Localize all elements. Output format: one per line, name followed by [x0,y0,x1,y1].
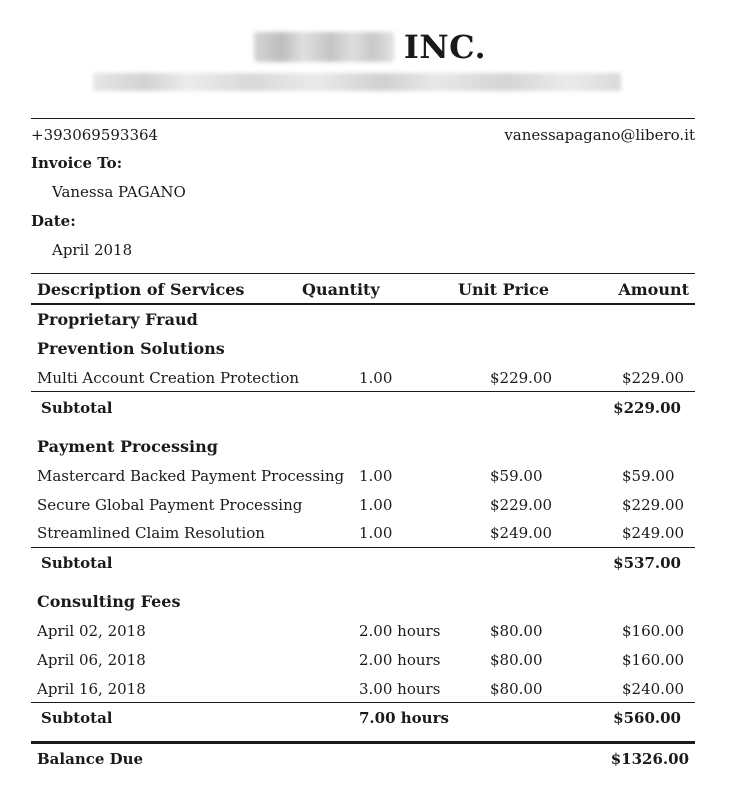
phone-number: +393069593364 [31,126,159,144]
subtotal-rule [31,547,695,548]
row-quantity: 1.00 [359,524,393,542]
company-header [0,28,740,66]
row-description: April 06, 2018 [37,651,146,669]
redacted-company-address [93,73,621,91]
row-unit-price: $59.00 [490,467,543,485]
row-amount: $249.00 [622,524,685,542]
section-title: Consulting Fees [37,592,181,611]
customer-name: Vanessa PAGANO [52,183,186,201]
header-amount: Amount [618,280,689,299]
row-quantity: 2.00 hours [359,651,441,669]
header-description: Description of Services [37,280,245,299]
row-amount: $229.00 [622,496,685,514]
header-divider [31,118,695,119]
row-description: Secure Global Payment Processing [37,496,303,514]
subtotal-label: Subtotal [41,554,113,572]
subtotal-rule [31,391,695,392]
row-amount: $229.00 [622,369,685,387]
row-quantity: 2.00 hours [359,622,441,640]
row-unit-price: $80.00 [490,651,543,669]
date-label: Date: [31,212,76,230]
section-title: Payment Processing [37,437,218,456]
row-quantity: 1.00 [359,369,393,387]
section-title: Prevention Solutions [37,339,225,358]
redacted-company-name [254,32,394,62]
email-address: vanessapagano@libero.it [504,126,695,144]
row-description: Multi Account Creation Protection [37,369,300,387]
row-description: Mastercard Backed Payment Processing [37,467,345,485]
subtotal-label: Subtotal [41,709,113,727]
row-unit-price: $229.00 [490,369,553,387]
row-unit-price: $229.00 [490,496,553,514]
subtotal-label: Subtotal [41,399,113,417]
row-amount: $59.00 [622,467,675,485]
invoice-to-label: Invoice To: [31,154,123,172]
row-unit-price: $80.00 [490,622,543,640]
row-description: April 02, 2018 [37,622,146,640]
row-unit-price: $249.00 [490,524,553,542]
row-quantity: 3.00 hours [359,680,441,698]
invoice-date: April 2018 [52,241,133,259]
subtotal-rule [31,702,695,703]
row-description: April 16, 2018 [37,680,146,698]
subtotal-amount: $229.00 [613,399,681,417]
row-description: Streamlined Claim Resolution [37,524,265,542]
subtotal-amount: $560.00 [613,709,681,727]
row-amount: $160.00 [622,622,685,640]
row-amount: $240.00 [622,680,685,698]
balance-label: Balance Due [37,750,144,768]
balance-rule [31,741,695,744]
table-header-rule [31,303,695,305]
row-unit-price: $80.00 [490,680,543,698]
section-title: Proprietary Fraud [37,310,198,329]
row-quantity: 1.00 [359,496,393,514]
company-name-suffix: INC. [403,28,487,66]
subtotal-quantity: 7.00 hours [359,709,449,727]
table-top-rule [31,273,695,274]
header-unit-price: Unit Price [458,280,550,299]
row-quantity: 1.00 [359,467,393,485]
balance-amount: $1326.00 [610,750,689,768]
subtotal-amount: $537.00 [613,554,681,572]
row-amount: $160.00 [622,651,685,669]
header-quantity: Quantity [302,280,380,299]
